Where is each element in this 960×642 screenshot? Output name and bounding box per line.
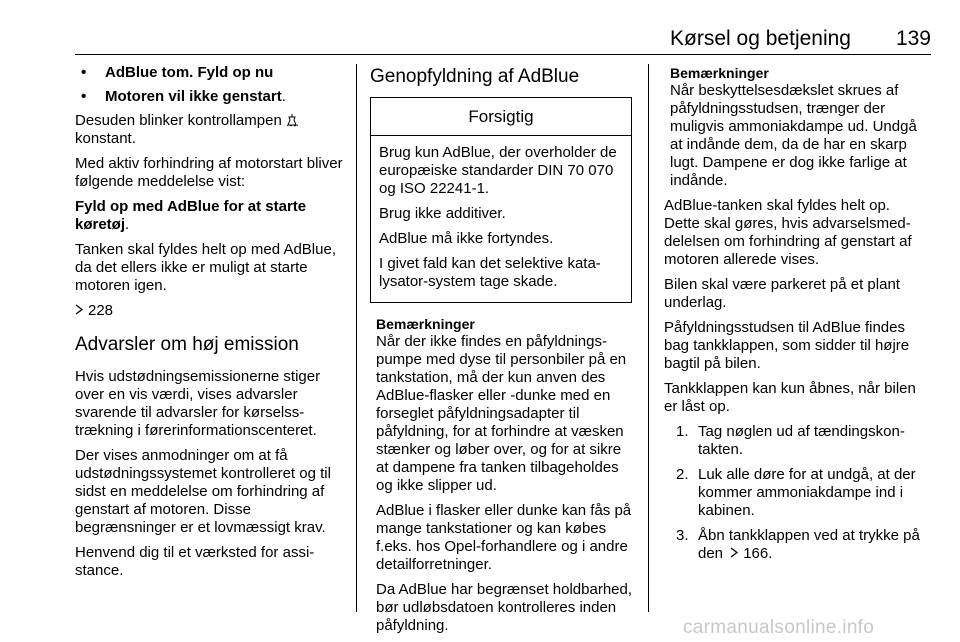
note-text: Da AdBlue har begrænset holdbarhed, bør udløbsdatoen kontrolleres inden påfyldning. (376, 581, 633, 634)
cross-reference[interactable]: 228 (75, 302, 343, 320)
caution-line: Brug ikke additiver. (379, 205, 506, 222)
note-block (370, 315, 632, 635)
step-item: 2. Luk alle døre for at undgå, at der kommer ammoniakdampe ind i kabinen. (676, 466, 916, 519)
watermark: carmanualsonline.info (683, 617, 875, 638)
caution-box (370, 97, 632, 303)
column-divider (356, 64, 357, 612)
paragraph: Tanken skal fyldes helt op med AdBlue, da det ellers ikke er muligt at starte motoren igen. (75, 241, 336, 294)
note-title: Bemærkninger (376, 316, 475, 332)
header-rule (75, 54, 931, 55)
column-left (75, 64, 343, 587)
paragraph: Med aktiv forhindring af motorstart bliver følgende meddelelse vist: (75, 155, 343, 190)
paragraph: Hvis udstødningsemissionerne stiger over en vis værdi, vises advarsler svarende til advarsler for kørselsstrækning i førerinformationscenteret. (75, 368, 321, 439)
section-title: Kørsel og betjening (670, 27, 851, 50)
cross-reference[interactable]: 166. (727, 545, 772, 562)
bullet-item: • Motoren vil ikke genstart. (75, 88, 343, 106)
paragraph: Bilen skal være parkeret på et plant underlag. (664, 276, 900, 311)
note-text: Når beskyttelsesdækslet skrues af påfyldningsstudsen, trænger der muligvis ammoniakdampe ud. Undgå at indånde dem, da de har en skarp lugt. Dampene er dog ikke farlige at indånde. (670, 82, 917, 189)
paragraph: Henvend dig til et værksted for assistance. (75, 544, 315, 579)
note-text: Når der ikke findes en påfyldningspumpe med dyse til personbiler på en tankstation, må der kun anven des AdBlue-flasker eller -dunke med en forseglet påfyldningsadapter til påfyldning, for at forhindre at væsken stænker og løber over, og for at sikre at dampene fra tanken tilbageholdes og ikke slipper ud. (376, 333, 627, 494)
paragraph: AdBlue-tanken skal fyldes helt op. Dette skal gøres, hvis advarselsmeddelelsen om forhindring af genstart af motoren allerede vises. (664, 197, 912, 268)
note-text: AdBlue i flasker eller dunke kan fås på mange tankstationer og kan købes f.eks. hos Opel-forhandlere og i andre detailforretninger. (376, 502, 632, 573)
page-reference-icon (730, 547, 739, 558)
column-middle (370, 64, 632, 642)
caution-line: Brug kun AdBlue, der overholder de europæiske standarder DIN 70 070 og ISO 22241-1. (379, 144, 617, 197)
bullet-item: • AdBlue tom. Fyld op nu (75, 64, 343, 82)
note-title: Bemærkninger (670, 65, 769, 81)
paragraph: Desuden blinker kontrollampen konstant. (75, 112, 343, 148)
caution-line: I givet fald kan det selektive katalysator-system tage skade. (379, 255, 601, 290)
note-block (664, 64, 928, 190)
caution-body (371, 136, 631, 302)
step-list (664, 423, 928, 563)
section-heading: Advarsler om høj emission (75, 334, 299, 355)
adblue-warning-lamp-icon (286, 113, 298, 127)
caution-title: Forsigtig (371, 98, 631, 136)
page-reference-icon (75, 304, 84, 315)
paragraph: Påfyldningsstudsen til AdBlue findes bag tankklappen, som sidder til højre bagtil på bilen. (664, 319, 910, 372)
column-right (664, 64, 928, 570)
page-number: 139 (895, 27, 931, 50)
section-heading: Genopfyldning af AdBlue (370, 66, 580, 87)
caution-line: AdBlue må ikke fortyndes. (379, 230, 554, 247)
paragraph: Tankklappen kan kun åbnes, når bilen er låst op. (664, 380, 916, 415)
column-divider (648, 64, 649, 612)
step-item: 1. Tag nøglen ud af tændingskontakten. (676, 423, 905, 458)
step-item: 3. Åbn tankklappen ved at trykke på den 166. (676, 527, 920, 562)
paragraph: Der vises anmodninger om at få udstødningssystemet kontrolleret og til sidst en meddelelse om forhindring af genstart af motoren. Disse begrænsninger er et lovmæssigt krav. (75, 447, 331, 536)
page-header (75, 27, 931, 53)
paragraph: Fyld op med AdBlue for at starte køretøj. (75, 198, 307, 233)
